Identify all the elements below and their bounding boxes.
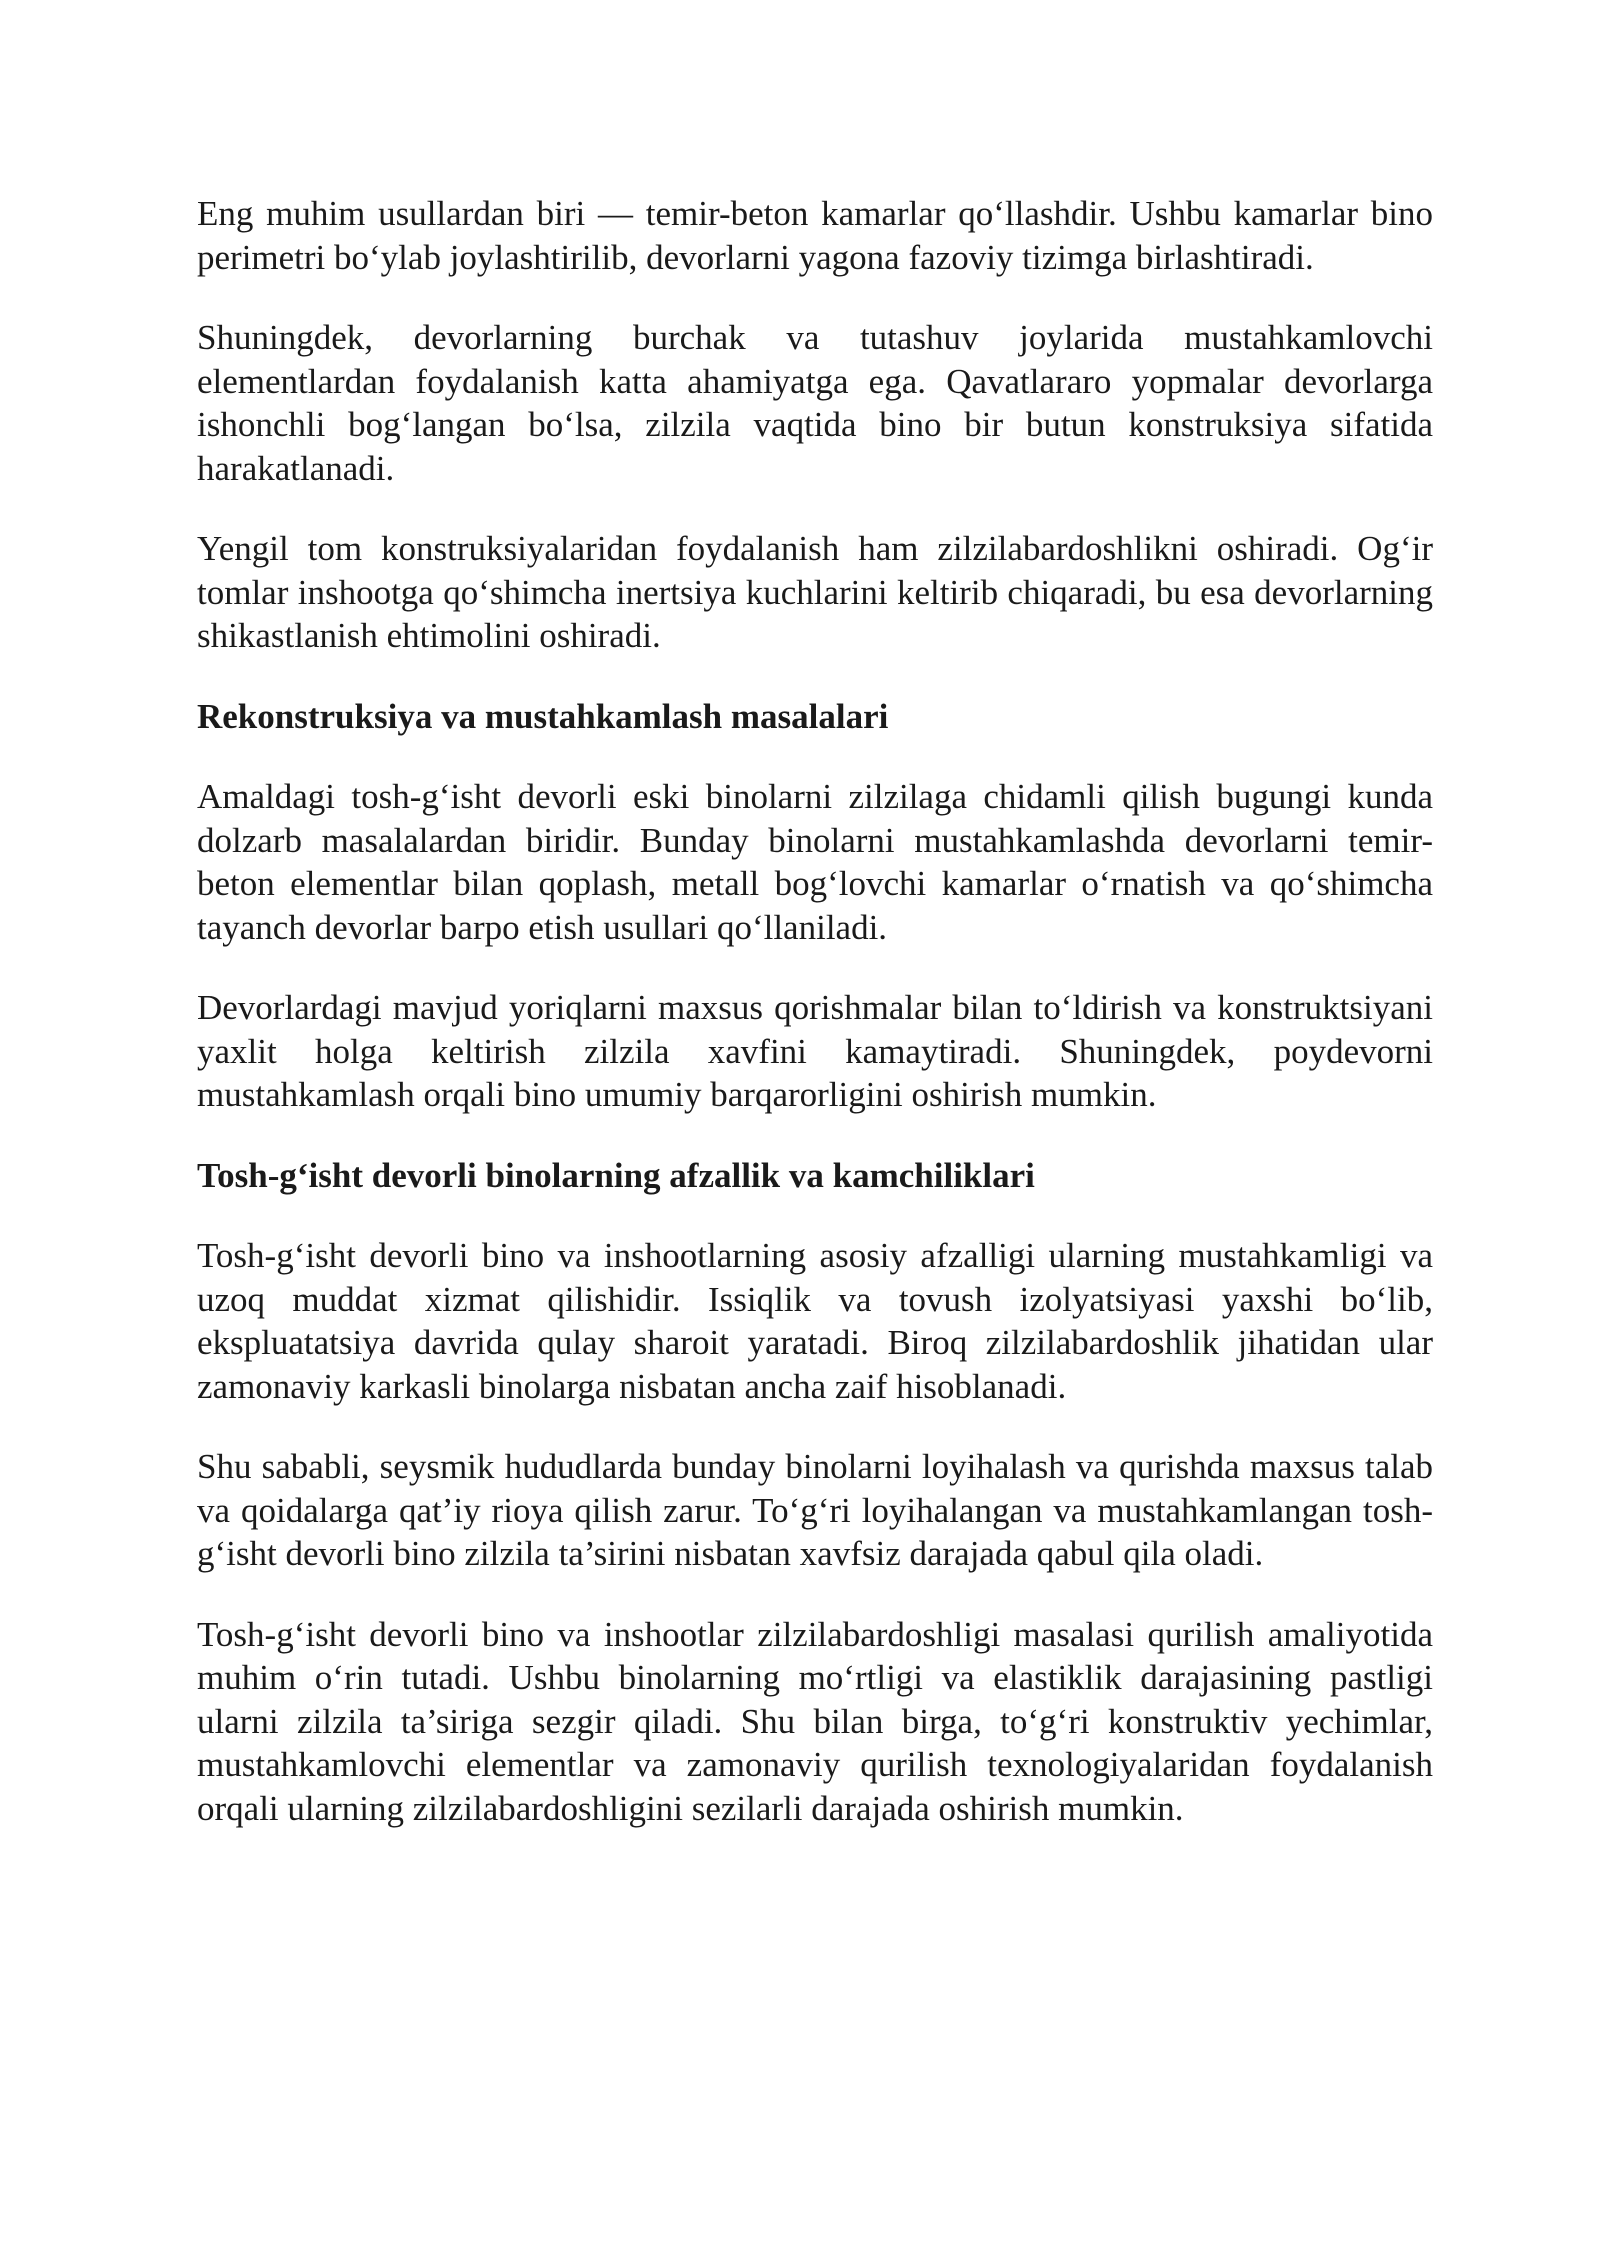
paragraph-advantages: Tosh-g‘isht devorli bino va inshootlarning asosiy afzalligi ularning mustahkamligi va uzoq muddat xizmat qilishidir. Issiqlik va tovush izolyatsiyasi yaxshi bo‘lib, ekspluatatsiya davrida qulay sharoit yaratadi. Biroq zilzilabardoshlik jihatidan ular zamonaviy karkasli binolarga nisbatan ancha zaif hisoblanadi. (197, 1236, 1433, 1406)
section-heading-reconstruction: Rekonstruksiya va mustahkamlash masalalari (197, 696, 889, 736)
document-page (197, 192, 1433, 1867)
paragraph-wall-junctions: Shuningdek, devorlarning burchak va tutashuv joylarida mustahkamlovchi elementlardan foydalanish katta ahamiyatga ega. Qavatlararo yopmalar devorlarga ishonchli bog‘langan bo‘lsa, zilzila vaqtida bino bir butun konstruksiya sifatida harakatlanadi. (197, 318, 1433, 488)
paragraph-strengthening-methods: Amaldagi tosh-g‘isht devorli eski binolarni zilzilaga chidamli qilish bugungi kunda dolzarb masalalardan biridir. Bunday binolarni mustahkamlashda devorlarni temir-beton elementlar bilan qoplash, metall bog‘lovchi kamarlar o‘rnatish va qo‘shimcha tayanch devorlar barpo etish usullari qo‘llaniladi. (197, 777, 1433, 947)
section-heading-advantages: Tosh-g‘isht devorli binolarning afzallik va kamchiliklari (197, 1155, 1035, 1195)
paragraph-light-roofs: Yengil tom konstruksiyalaridan foydalanish ham zilzilabardoshlikni oshiradi. Og‘ir tomlar inshootga qo‘shimcha inertsiya kuchlarini keltirib chiqaradi, bu esa devorlarning shikastlanish ehtimolini oshiradi. (197, 529, 1433, 655)
paragraph-seismic-design: Shu sababli, seysmik hududlarda bunday binolarni loyihalash va qurishda maxsus talab va qoidalarga qat’iy rioya qilish zarur. To‘g‘ri loyihalangan va mustahkamlangan tosh-g‘isht devorli bino zilzila ta’sirini nisbatan xavfsiz darajada qabul qila oladi. (197, 1447, 1433, 1573)
paragraph-conclusion: Tosh-g‘isht devorli bino va inshootlar zilzilabardoshligi masalasi qurilish amaliyotida muhim o‘rin tutadi. Ushbu binolarning mo‘rtligi va elastiklik darajasining pastligi ularni zilzila ta’siriga sezgir qiladi. Shu bilan birga, to‘g‘ri konstruktiv yechimlar, mustahkamlovchi elementlar va zamonaviy qurilish texnologiyalaridan foydalanish orqali ularning zilzilabardoshligini sezilarli darajada oshirish mumkin. (197, 1614, 1433, 1828)
paragraph-crack-repair: Devorlardagi mavjud yoriqlarni maxsus qorishmalar bilan to‘ldirish va konstruktsiyani yaxlit holga keltirish zilzila xavfini kamaytiradi. Shuningdek, poydevorni mustahkamlash orqali bino umumiy barqarorligini oshirish mumkin. (197, 988, 1433, 1114)
paragraph-reinforced-belts: Eng muhim usullardan biri — temir-beton kamarlar qo‘llashdir. Ushbu kamarlar bino perimetri bo‘ylab joylashtirilib, devorlarni yagona fazoviy tizimga birlashtiradi. (197, 194, 1433, 277)
